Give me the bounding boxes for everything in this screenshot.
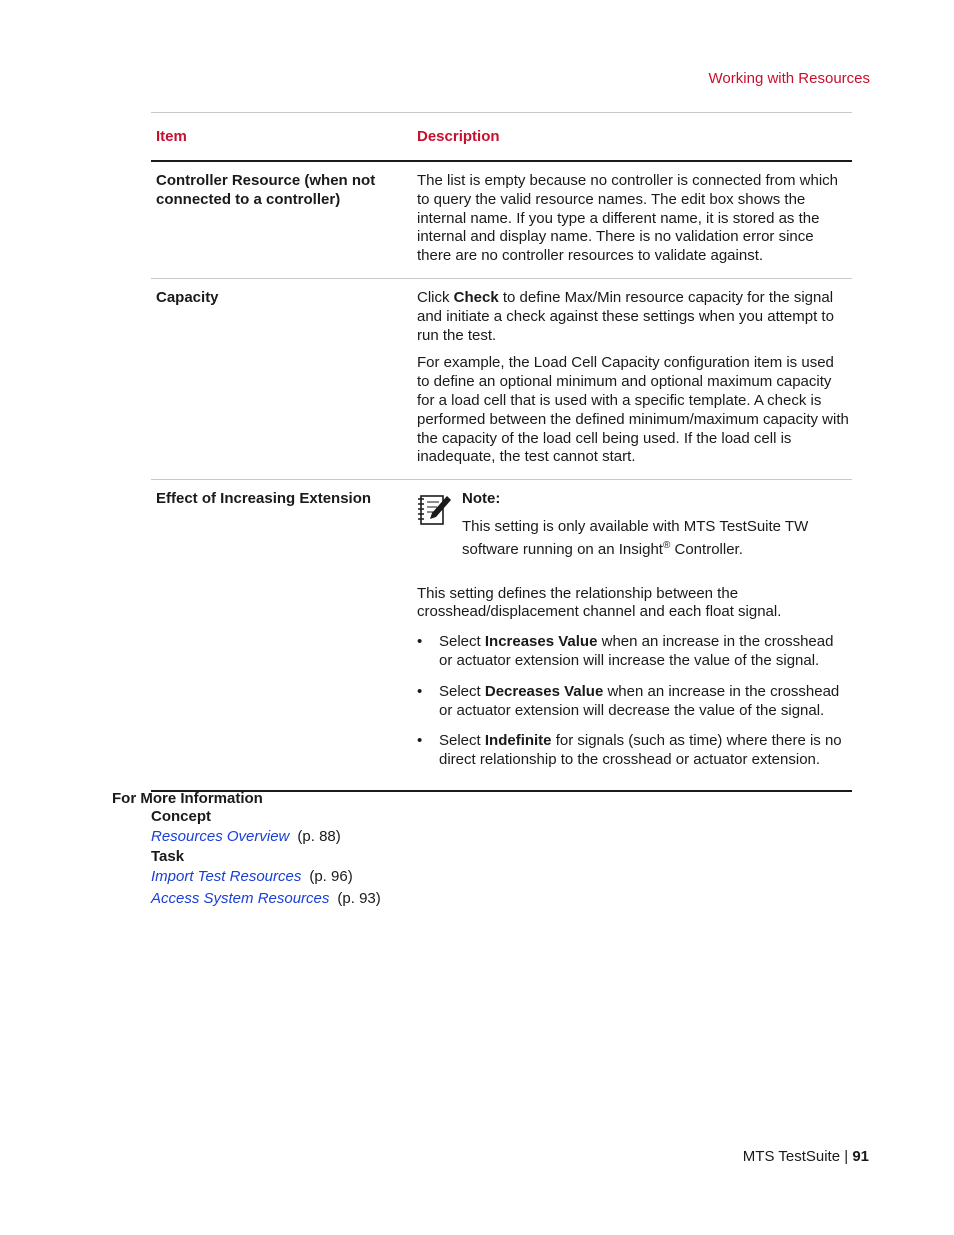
row-description bbox=[417, 289, 852, 467]
footer-product: MTS TestSuite bbox=[742, 1148, 841, 1165]
header-description: Description bbox=[417, 128, 500, 145]
page-ref: (p. 88) bbox=[297, 828, 341, 845]
row-description bbox=[417, 172, 852, 266]
concept-heading: Concept bbox=[151, 808, 211, 825]
running-head: Working with Resources bbox=[708, 70, 870, 87]
more-info-links bbox=[112, 808, 381, 910]
import-test-resources-link[interactable]: Import Test Resources bbox=[151, 868, 302, 885]
page-ref: (p. 96) bbox=[309, 868, 353, 885]
list-item: • Select Indefinite for signals (such as time) where there is no direct relationship to the crosshead or actuator extension. bbox=[417, 732, 842, 769]
header-item: Item bbox=[156, 128, 187, 145]
row-item: Effect of Increasing Extension bbox=[156, 490, 372, 508]
link-row bbox=[151, 888, 381, 910]
more-information bbox=[112, 790, 381, 910]
row-item: Controller Resource (when not connected to a controller) bbox=[156, 172, 376, 208]
description-text: For example, the Load Cell Capacity configuration item is used to define an optional minimum and optional maximum capacity for a load cell that is used with a specific template. A check is performed between the defined minimum/maximum capacity with the capacity of the load cell being used. If the load cell is inadequate, the test cannot start. bbox=[417, 354, 849, 466]
page-ref: (p. 93) bbox=[337, 890, 381, 907]
note-body bbox=[462, 490, 850, 559]
table-header bbox=[151, 113, 852, 162]
access-system-resources-link[interactable]: Access System Resources bbox=[151, 890, 330, 907]
list-item: • Select Decreases Value when an increase in the crosshead or actuator extension will decrease the value of the signal. bbox=[417, 682, 840, 719]
description-text: The list is empty because no controller is connected from which to query the valid resource names. The edit box shows the internal name. If you type a different name, it is stored as the internal and display name. There is no validation error since there are no controller resources to validate against. bbox=[417, 172, 839, 265]
link-row bbox=[151, 866, 381, 888]
note-title: Note: bbox=[462, 490, 501, 508]
task-heading: Task bbox=[151, 848, 185, 865]
link-row bbox=[151, 826, 381, 848]
note-text: This setting is only available with MTS TestSuite TW software running on an Insight® Controller. bbox=[462, 517, 809, 558]
more-info-title: For More Information bbox=[112, 790, 263, 807]
table-row bbox=[151, 162, 852, 279]
table-row bbox=[151, 480, 852, 792]
resources-overview-link[interactable]: Resources Overview bbox=[151, 828, 290, 845]
table-row bbox=[151, 279, 852, 480]
list-item: • Select Increases Value when an increase in the crosshead or actuator extension will increase the value of the signal. bbox=[417, 633, 834, 669]
resource-settings-table bbox=[151, 112, 852, 792]
row-item: Capacity bbox=[156, 288, 219, 306]
description-text: This setting defines the relationship between the crosshead/displacement channel and each float signal. bbox=[417, 584, 782, 621]
option-list bbox=[417, 633, 850, 770]
note-pencil-icon bbox=[417, 490, 462, 559]
description-text: Click Check to define Max/Min resource capacity for the signal and initiate a check against these settings when you attempt to run the test. bbox=[417, 288, 834, 344]
note-box bbox=[417, 490, 850, 559]
page-footer bbox=[743, 1148, 869, 1165]
row-description bbox=[417, 490, 852, 770]
footer-separator: | bbox=[844, 1148, 849, 1165]
page-number: 91 bbox=[852, 1148, 869, 1165]
